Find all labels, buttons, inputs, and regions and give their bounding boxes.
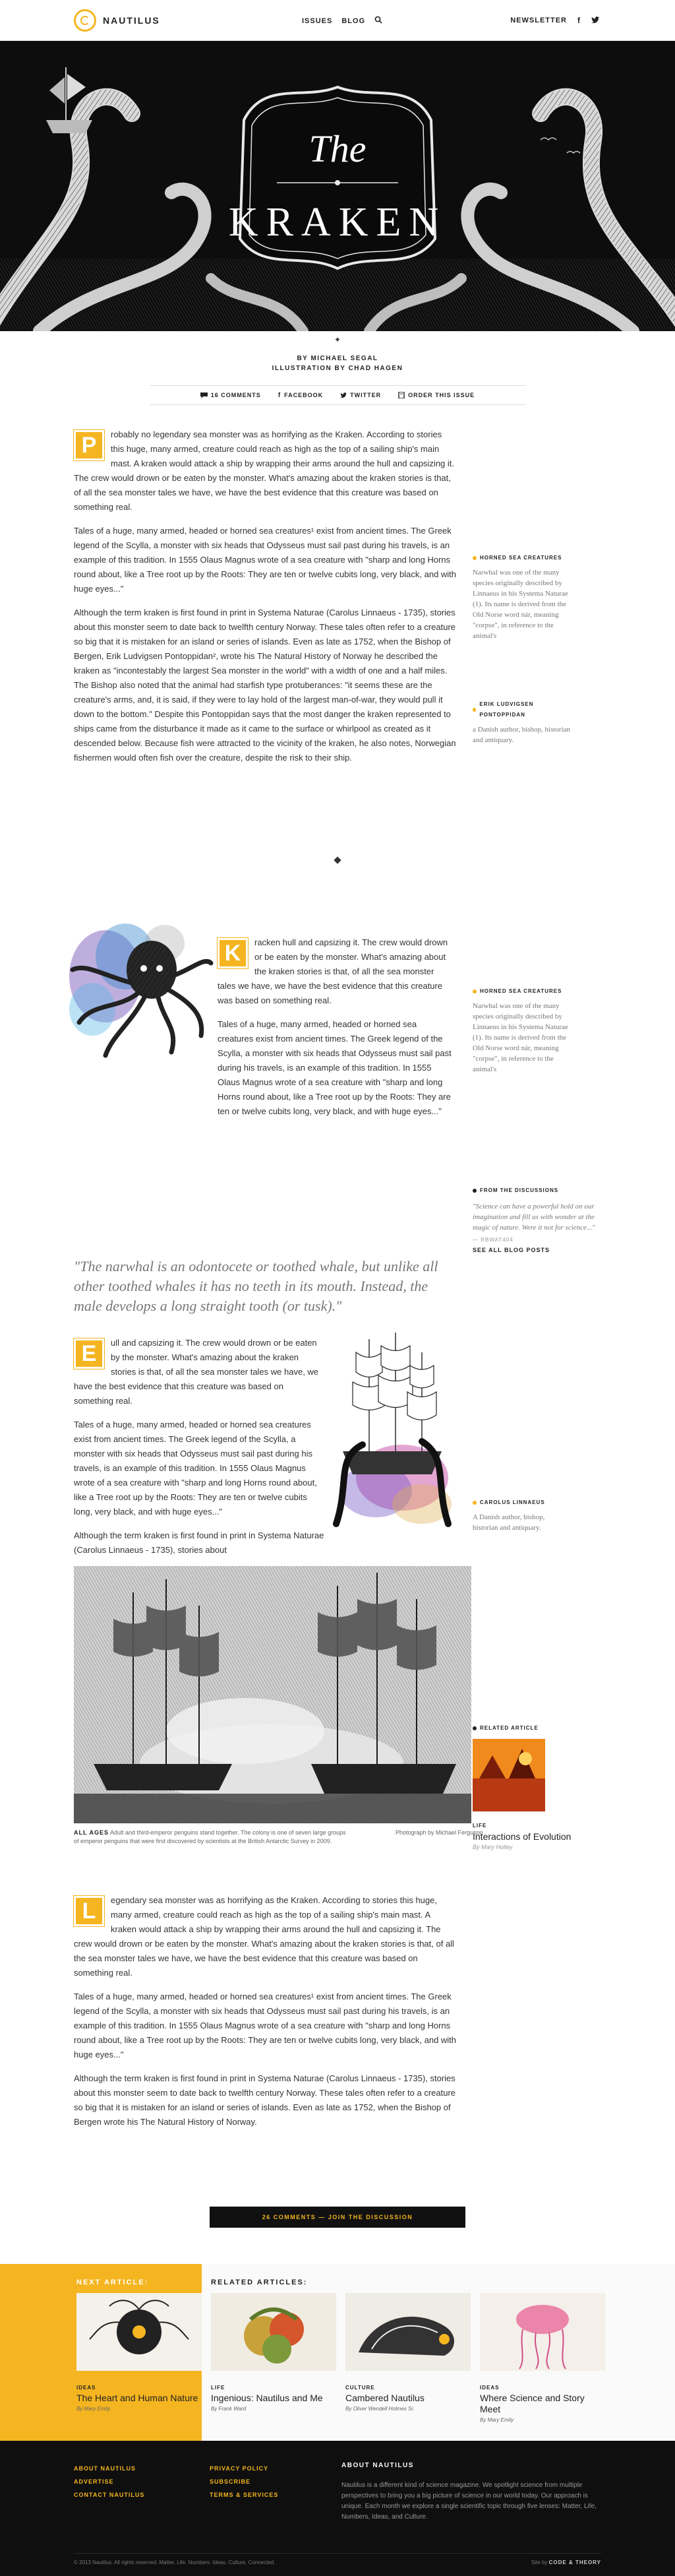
paragraph: Tales of a huge, many armed, headed or horned sea creatures¹ exist from ancient times. The Greek legend of the Scylla, a monster with six heads that Odysseus must sail past during his travels, is an example of this tradition. In 1555 Olaus Magnus wrote of a sea creature with "sharp and long Horns round about, like a Tree root up by the Roots: They are ten or twelve cubits long, very black, and with huge eyes..." [74,526,457,594]
article-card[interactable] [76,2293,202,2412]
facebook-share-button[interactable]: f FACEBOOK [278,391,324,399]
magazine-icon [398,392,405,398]
article-meta [0,331,675,404]
figure-credit: Photograph by Michael Ferguson [396,1829,483,1836]
related-article[interactable]: RELATED ARTICLE LIFE Interactions of Evolution By Mary Holley [473,1725,604,1850]
footer-link[interactable]: SUBSCRIBE [210,2478,251,2485]
primary-nav [302,16,382,26]
related-article-title[interactable]: Interactions of Evolution [473,1831,572,1842]
illustrator-credit[interactable]: ILLUSTRATION BY CHAD HAGEN [272,365,403,372]
article-section-3 [74,1336,324,1567]
paragraph: E ull and capsizing it. The crew would drown or be eaten by the monster. What's amazing about the kraken stories is that, of all the sea monster tales we have, we have the best evidence that this creature was based on something real. [74,1338,319,1406]
twitter-share-button[interactable]: TWITTER [340,392,381,398]
article-card-author: By Mary Emily [76,2406,111,2412]
paragraph: K racken hull and capsizing it. The crew would drown or be eaten by the monster. What's amazing about the kraken stories is that, of all the sea monster tales we have, we have the best evidence that this creature was based on something real. [218,937,448,1005]
footer-link[interactable]: PRIVACY POLICY [210,2465,269,2472]
twitter-icon[interactable] [591,16,599,25]
logo[interactable] [74,9,160,32]
article-card-image[interactable] [211,2293,336,2371]
comments-link[interactable]: 16 COMMENTS [200,392,261,398]
hero-illustration [0,41,675,331]
hero-title [225,100,450,265]
footer-about-text: Nautilus is a different kind of science magazine. We spotlight science from multiple perspectives to bring you a big picture of science in our world today. Our approach is unique. Each month we explore a single scientific topic through five lenses: Matter, Life, Numbers, Ideas, and Culture. [341,2482,597,2521]
sidenote-horned-sea-creatures: HORNED SEA CREATURES Narwhal was one of the many species originally described by Linnaeus in his Systema Naturae (1). Its name is derived from the Old Norse word nár, meaning "corpse", in reference to the animal's [473,555,568,640]
comment-icon [200,393,208,398]
from-the-discussions: FROM THE DISCUSSIONS "Science can have a powerful hold on our imagination and fill us with wonder at the magic of nature. Were it not for science..." — RBWAT404 SEE ALL BLOG POSTS [473,1187,604,1253]
article-card[interactable] [480,2293,605,2423]
paragraph: Although the term kraken is first found in print in Systema Naturae (Carolus Linnaeus - 1735), stories about [74,1530,324,1555]
related-article-image[interactable] [473,1739,545,1811]
sidenote-marker-icon [473,990,477,993]
article-card-tag: IDEAS [480,2385,500,2391]
paragraph: L egendary sea monster was as horrifying as the Kraken. According to stories this huge, many armed, creature could reach as high as the top of a sailing ship's main mast. A kraken would attack a ship by wrapping their arms around the hull and capsizing it. The crew would drown or be eaten by the monster. What's amazing about the kraken stories is that, of all the sea monster tales we have, we have the best evidence that this creature was based on something real. [74,1895,454,1978]
article-card-author: By Frank Ward [211,2406,247,2412]
dropcap: P [74,430,104,460]
sidenote-marker-icon [473,708,476,712]
hero-title-kraken: KRAKEN [228,200,447,245]
nav-newsletter-link[interactable]: NEWSLETTER [510,16,567,24]
secondary-nav [510,16,599,25]
next-related-articles [0,2264,675,2441]
footer-link[interactable]: CONTACT NAUTILUS [74,2492,145,2498]
next-article-panel [0,2264,202,2441]
site-footer [0,2441,675,2576]
footer-link[interactable]: TERMS & SERVICES [210,2492,279,2498]
share-bar [150,385,525,405]
figure-caption: ALL AGES Adult and third-emperor penguins stand together. The colony is one of seven large groups of emperor penguins that were first discovered by scientists at the British Antarctic Survey in 2009. [74,1829,346,1844]
discussion-author[interactable]: — RBWAT404 [473,1237,514,1243]
paragraph: P robably no legendary sea monster was as horrifying as the Kraken. According to stories this huge, many armed, creature could reach as high as the top of a sailing ship's main mast. A kraken would attack a ship by wrapping their arms around the hull and capsizing it. The crew would drown or be eaten by the monster. What's amazing about the kraken stories is that, of all the sea monster tales we have, we have the best evidence that this creature was based on something real. [74,429,455,512]
related-article-tag: LIFE [473,1823,487,1829]
article-card-author: By Oliver Wendell Holmes Sr. [345,2406,415,2412]
related-bullet-icon [473,1726,477,1730]
article-card[interactable] [211,2293,336,2412]
related-articles-panel [202,2264,675,2441]
section-divider-icon [334,856,341,864]
brand-name: NAUTILUS [103,15,160,26]
dropcap: K [218,938,248,968]
sidenote-marker-icon [473,556,477,560]
discussion-bullet-icon [473,1189,477,1193]
site-credit[interactable]: Site by CODE & THEORY [531,2560,601,2565]
article-card-tag: LIFE [211,2385,225,2391]
paragraph: Tales of a huge, many armed, headed or horned sea creatures exist from ancient times. The Greek legend of the Scylla, a monster with six heads that Odysseus must sail past during his travels, is an example of this tradition. In 1555 Olaus Magnus wrote of a sea creature with "sharp and long Horns round about, like a Tree root up by the Roots: They are ten or twelve cubits long, very black, and with huge eyes..." [218,1019,452,1116]
article-card-image[interactable] [480,2293,605,2371]
footer-divider [74,2553,601,2554]
twitter-icon [340,393,347,398]
article-card-title[interactable]: Cambered Nautilus [345,2393,425,2403]
footer-link[interactable]: ABOUT NAUTILUS [74,2465,136,2472]
article-card-tag: CULTURE [345,2385,375,2391]
nautilus-logo-icon [74,9,96,32]
paragraph: Tales of a huge, many armed, headed or horned sea creatures exist from ancient times. The Greek legend of the Scylla, a monster with six heads that Odysseus must sail past during his travels, is an example of this tradition. In 1555 Olaus Magnus wrote of a sea creature with "sharp and long Horns round about, like a Tree root up by the Roots: They are ten or twelve cubits long, very black, and with huge eyes..." [74,1420,317,1517]
article-card-title[interactable]: Ingenious: Nautilus and Me [211,2393,323,2403]
nav-blog-link[interactable]: BLOG [341,16,366,25]
see-all-posts-link[interactable]: SEE ALL BLOG POSTS [473,1247,550,1253]
naval-battle-engraving-image [74,1566,471,1823]
article-card-author: By Mary Emily [480,2417,514,2423]
dropcap: E [74,1338,104,1369]
nav-issues-link[interactable]: ISSUES [302,16,333,25]
article-section-2 [218,935,452,1128]
ship-kraken-watercolor-illustration [323,1326,455,1530]
top-nav [0,0,675,41]
article-card-title[interactable]: The Heart and Human Nature [76,2393,198,2403]
footer-about-title: ABOUT NAUTILUS [341,2462,414,2469]
sidenote-marker-icon [473,1501,477,1505]
article-card-title[interactable]: Where Science and Story Meet [480,2393,585,2414]
footer-link[interactable]: ADVERTISE [74,2478,114,2485]
article-card-image[interactable] [76,2293,202,2371]
related-articles-heading: RELATED ARTICLES: [211,2278,308,2286]
next-article-heading: NEXT ARTICLE: [76,2278,149,2286]
byline [0,354,675,373]
paragraph: Although the term kraken is first found in print in Systema Naturae (Carolus Linnaeus - 1735), stories about this monster seem to date back to twelfth century Norway. These tales often refer to a creature so big that it is mistaken for an island or series of islands. Even as late as 1752, when the Bishop of Bergen, Erik Ludvigsen Pontoppidan², wrote his The Natural History of Norway he described the kraken as "incontestably the largest Sea monster in the world" with a width of one and a half miles. The Bishop also noted that the animal had starfish type protuberances: "it seems these are the creature's arms, and, it is said, if they were to lay hold of the largest man-of-war, they would pull it down to the bottom." Despite this Pontoppidan says that the most danger the kraken represented to ships came from the disturbance it made as it came to the surface or whirlpool as created as it descended below. Because fish were attracted to the vicinity of the kraken, he also notes, Norwegian fishermen would often fish over the creature, despite the risk to their ship. [74,608,456,763]
facebook-icon: f [278,391,281,399]
pull-quote: "The narwhal is an odontocete or toothed whale, but unlike all other toothed whales it has no teeth in its mouth. Instead, the male develops a long straight tooth (or tusk)." [74,1258,438,1314]
paragraph: Although the term kraken is first found in print in Systema Naturae (Carolus Linnaeus - 1735), stories about this monster seem to date back to twelfth century Norway. These tales often refer to a creature so big that it is mistaken for an island or series of islands. Even as late as 1752, when the Bishop of Bergen wrote his The Natural History of Norway. [74,2073,456,2127]
fleuron-icon: ✦ [334,335,341,344]
footer-links-2 [210,2462,278,2501]
join-discussion-button[interactable]: 26 COMMENTS — JOIN THE DISCUSSION [210,2207,465,2228]
article-section-4 [74,1893,457,2139]
related-article-author: By Mary Holley [473,1844,513,1850]
article-card-tag: IDEAS [76,2385,96,2391]
paragraph: Tales of a huge, many armed, headed or horned sea creatures¹ exist from ancient times. The Greek legend of the Scylla, a monster with six heads that Odysseus must sail past during his travels, is an example of this tradition. In 1555 Olaus Magnus wrote of a sea creature with "sharp and long Horns round about, like a Tree root up by the Roots: They are ten or twelve cubits long, very black, and with huge eyes..." [74,1992,457,2059]
discussion-quote: "Science can have a powerful hold on our imagination and fill us with wonder at the magic of nature. Were it not for science..." [473,1203,595,1232]
sidenote-carolus-linnaeus: CAROLUS LINNAEUS A Danish author, bishop, historian and antiquary. [473,1499,545,1532]
search-icon[interactable] [374,16,382,26]
author-credit[interactable]: BY MICHAEL SEGAL [297,355,378,362]
octopus-watercolor-illustration [66,897,214,1062]
copyright: © 2013 Nautilus. All rights reserved. Matter. Life. Numbers. Ideas. Culture. Connected. [74,2560,276,2565]
sidenote-horned-sea-creatures-2: HORNED SEA CREATURES Narwhal was one of the many species originally described by Linnaeus in his Systema Naturae (1). Its name is derived from the Old Norse word nár, meaning "corpse", in reference to the animal's [473,988,568,1073]
facebook-icon[interactable]: f [577,16,581,25]
article-card[interactable] [345,2293,471,2412]
footer-links-1 [74,2462,144,2501]
dropcap: L [74,1896,104,1926]
sidenote-pontoppidan: ERIK LUDVIGSEN PONTOPPIDAN a Danish author, bishop, historian and antiquary. [473,701,571,744]
hero-title-the: The [308,127,367,170]
article-section-1 [74,427,457,774]
article-card-image[interactable] [345,2293,471,2371]
order-issue-link[interactable]: ORDER THIS ISSUE [398,392,475,398]
